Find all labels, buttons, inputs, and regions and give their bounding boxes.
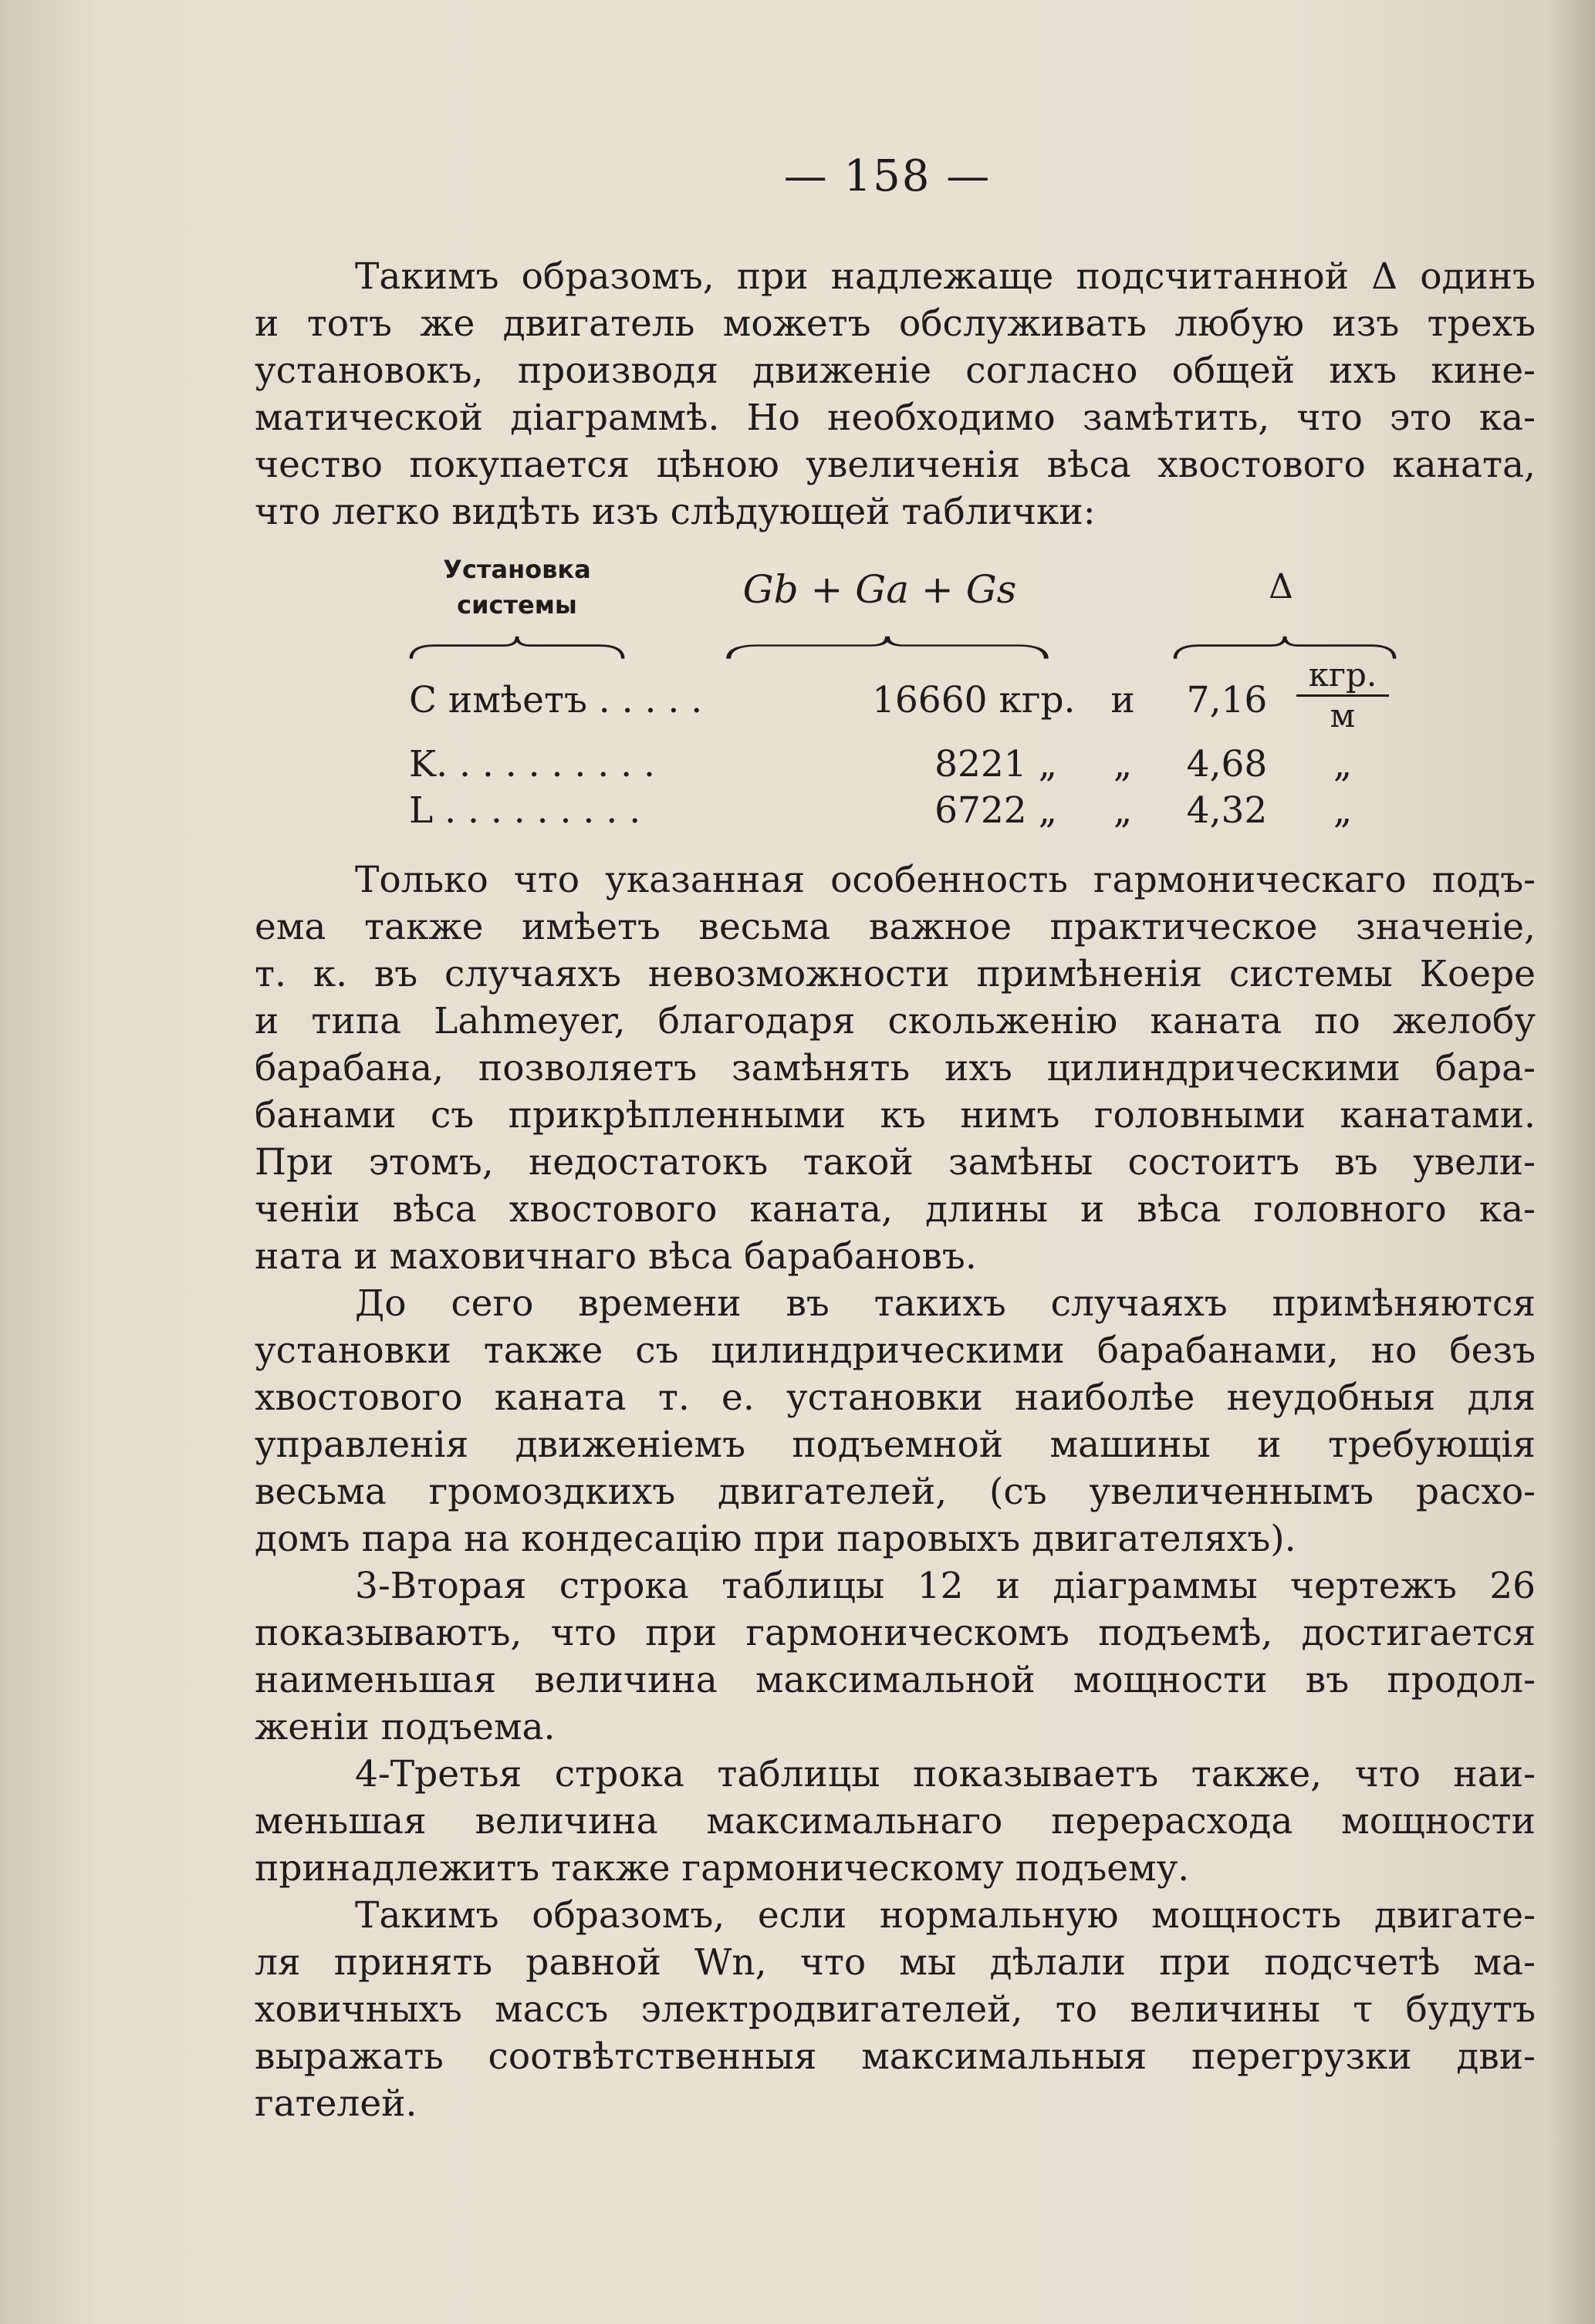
row-delta: 4,68 [1186,743,1268,785]
text-line: ченіи вѣса хвостового каната, длины и вѣса головного ка- [255,1188,1536,1231]
unit-numerator: кгр. [1296,656,1389,697]
text-line: До сего времени въ такихъ случаяхъ примѣняются [355,1282,1536,1325]
brace-system [409,635,625,661]
text-line: При этомъ, недостатокъ такой замѣны состоитъ въ увели- [255,1141,1536,1184]
row-label: C имѣетъ . . . . . [409,679,703,721]
text-line: женіи подъема. [255,1706,556,1748]
unit-denominator: м [1330,697,1356,735]
row-weight: 8221 „ [934,743,1057,785]
text-line: матической діаграммѣ. Но необходимо замѣтить, что это ка- [255,397,1536,439]
text-line: Такимъ образомъ, если нормальную мощность двигате- [355,1894,1536,1937]
row-label: K. . . . . . . . . . [409,743,655,785]
text-line: наименьшая величина максимальной мощности въ продол- [255,1659,1536,1701]
comparison-table [401,552,1404,845]
text-line: и тотъ же двигатель можетъ обслуживать любую изъ трехъ [255,302,1536,345]
text-line: принадлежитъ также гармоническому подъему. [255,1847,1190,1890]
text-line: Такимъ образомъ, при надлежаще подсчитанной Δ одинъ [355,255,1536,298]
row-ditto: „ [1113,743,1133,785]
text-line: домъ пара на кондесацію при паровыхъ двигателяхъ). [255,1518,1296,1560]
text-line: 4-Третья строка таблицы показываетъ также, что наи- [355,1753,1536,1795]
text-line: Только что указанная особенность гармоническаго подъ- [355,859,1536,901]
header-system: Установка системы [443,555,591,620]
text-line: что легко видѣть изъ слѣдующей таблички: [255,491,1096,533]
text-line: ната и маховичнаго вѣса барабановъ. [255,1235,977,1278]
text-line: чество покупается цѣною увеличенія вѣса хвостового каната, [255,444,1536,486]
paragraph-body [255,856,1536,2127]
text-line: выражать соотвѣтственныя максимальныя перегрузки дви- [255,2035,1536,2078]
row-unit-ditto: „ [1333,743,1353,785]
text-line: ховичныхъ массъ электродвигателей, то величины τ будутъ [255,1988,1536,2031]
unit-fraction [1296,656,1389,735]
text-line: банами съ прикрѣпленными къ нимъ головными канатами. [255,1094,1536,1137]
table-row [409,789,1412,836]
row-delta: 7,16 [1186,679,1268,721]
text-line: барабана, позволяетъ замѣнять ихъ цилиндрическими бара- [255,1047,1536,1089]
text-line: гателей. [255,2082,417,2125]
row-label: L . . . . . . . . . [409,789,641,832]
text-line: 3-Вторая строка таблицы 12 и діаграммы чертежъ 26 [355,1565,1536,1607]
text-line: ема также имѣетъ весьма важное практическое значеніе, [255,906,1536,948]
row-unit-ditto: „ [1333,789,1353,832]
row-delta: 4,32 [1186,789,1268,832]
text-line: весьма громоздкихъ двигателей, (съ увеличеннымъ расхо- [255,1471,1536,1513]
table-row [409,656,1412,735]
text-line: управленія движеніемъ подъемной машины и требующія [255,1424,1536,1466]
header-weight-sum: Gb + Ga + Gs [742,567,1017,612]
row-weight: 6722 „ [934,789,1057,832]
paragraph-intro [255,253,1536,535]
brace-weight-sum [725,635,1049,661]
text-line: ля принять равной Wn, что мы дѣлали при подсчетѣ ма- [255,1941,1536,1984]
text-line: т. к. въ случаяхъ невозможности примѣненія системы Коере [255,953,1536,995]
header-delta: Δ [1269,567,1293,606]
text-line: показываютъ, что при гармоническомъ подъемѣ, достигается [255,1612,1536,1654]
row-weight: 16660 кгр. [872,679,1076,721]
text-line: установки также съ цилиндрическими барабанами, но безъ [255,1329,1536,1372]
text-line: меньшая величина максимальнаго перерасхода мощности [255,1800,1536,1843]
page-number: — 158 — [783,151,992,201]
table-row [409,743,1412,789]
text-line: установокъ, производя движеніе согласно общей ихъ кине- [255,350,1536,392]
text-line: хвостового каната т. е. установки наиболѣе неудобныя для [255,1376,1536,1419]
page-gutter-shadow [1549,0,1595,2324]
row-ditto: „ [1113,789,1133,832]
row-conjunction: и [1110,679,1135,721]
text-line: и типа Lahmeyer, благодаря скольженію каната по желобу [255,1000,1536,1042]
